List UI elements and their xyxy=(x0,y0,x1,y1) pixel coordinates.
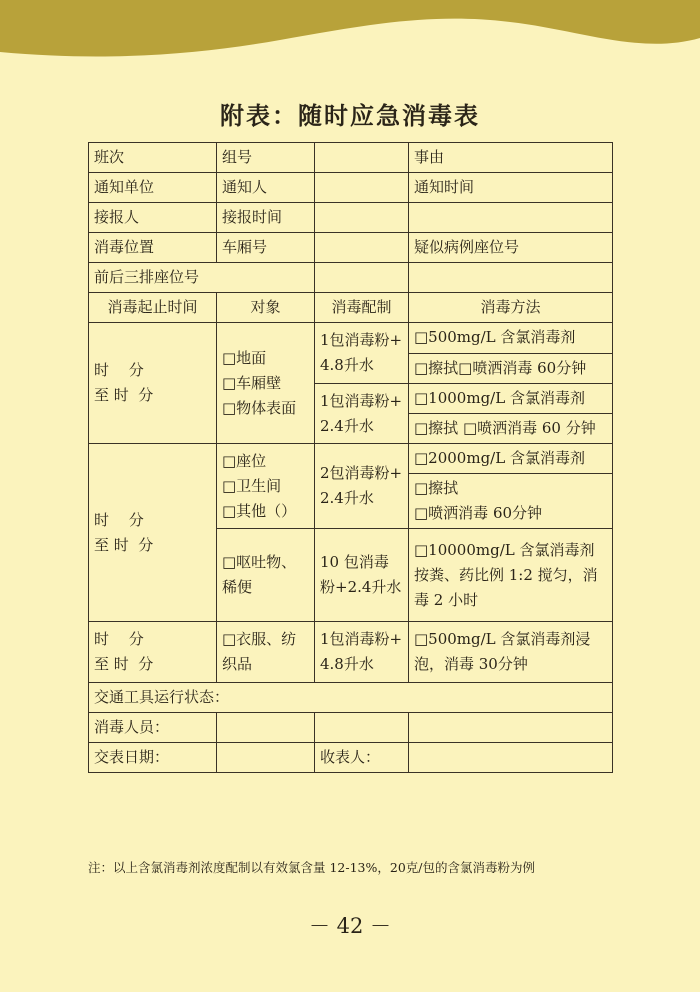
staff-value-cell-2 xyxy=(315,713,409,743)
handover-date-label: 交表日期： xyxy=(89,743,217,773)
prep-cell-1a: 1包消毒粉+4.8升水 xyxy=(315,323,409,384)
object-seat: □座位 xyxy=(222,451,267,470)
time-end: 至 时 分 xyxy=(94,535,154,554)
method-cell-3: □500mg/L 含氯消毒剂浸泡，消毒 30分钟 xyxy=(409,622,613,683)
method-cell-1a2: □擦拭□喷洒消毒 60分钟 xyxy=(409,353,613,384)
method-cell-2b: □10000mg/L 含氯消毒剂按粪、药比例 1:2 搅匀，消毒 2 小时 xyxy=(409,529,613,622)
object-cell-2a xyxy=(217,444,315,529)
col-header-method: 消毒方法 xyxy=(409,293,613,323)
method-wipe: □擦拭 xyxy=(414,479,459,497)
object-surface: □物体表面 xyxy=(222,398,297,417)
method-cell-1a1: □500mg/L 含氯消毒剂 xyxy=(409,323,613,354)
car-no-label: 车厢号 xyxy=(217,233,315,263)
seats-around-value-cell xyxy=(315,263,409,293)
staff-label: 消毒人员： xyxy=(89,713,217,743)
col-header-object: 对象 xyxy=(217,293,315,323)
prep-cell-3: 1包消毒粉+4.8升水 xyxy=(315,622,409,683)
staff-value-cell-1 xyxy=(217,713,315,743)
vehicle-status-label: 交通工具运行状态： xyxy=(89,683,613,713)
time-cell-3 xyxy=(89,622,217,683)
method-cell-2a1: □2000mg/L 含氯消毒剂 xyxy=(409,444,613,474)
method-cell-1b2: □擦拭 □喷洒消毒 60 分钟 xyxy=(409,414,613,444)
object-toilet: □卫生间 xyxy=(222,476,282,495)
object-cell-1 xyxy=(217,323,315,444)
staff-value-cell-3 xyxy=(409,713,613,743)
object-cell-2b: □呕吐物、稀便 xyxy=(217,529,315,622)
car-no-value-cell xyxy=(315,233,409,263)
time-end: 至 时 分 xyxy=(94,655,154,673)
footnote: 注：以上含氯消毒剂浓度配制以有效氯含量 12-13%，20克/包的含氯消毒粉为例 xyxy=(88,860,536,875)
shift-label: 班次 xyxy=(89,143,217,173)
time-end: 至 时 分 xyxy=(94,386,154,404)
method-cell-2a2 xyxy=(409,474,613,529)
form-receiver-value-cell xyxy=(409,743,613,773)
object-floor: □地面 xyxy=(222,348,267,367)
receiver-label: 接报人 xyxy=(89,203,217,233)
notify-time-label: 通知时间 xyxy=(409,173,613,203)
notify-unit-label: 通知单位 xyxy=(89,173,217,203)
method-spray: □喷洒消毒 60分钟 xyxy=(414,504,543,522)
time-cell-2 xyxy=(89,444,217,622)
method-cell-1b1: □1000mg/L 含氯消毒剂 xyxy=(409,384,613,414)
group-label: 组号 xyxy=(217,143,315,173)
reason-label: 事由 xyxy=(409,143,613,173)
header-wave-decoration xyxy=(0,0,700,70)
suspect-seat-label: 疑似病例座位号 xyxy=(409,233,613,263)
object-other: □其他（） xyxy=(222,501,297,520)
col-header-time: 消毒起止时间 xyxy=(89,293,217,323)
receive-time-value-cell xyxy=(315,203,409,233)
group-value-cell xyxy=(315,143,409,173)
handover-date-value-cell xyxy=(217,743,315,773)
prep-cell-1b: 1包消毒粉+2.4升水 xyxy=(315,384,409,444)
object-cell-3: □衣服、纺织品 xyxy=(217,622,315,683)
page-title: 附表：随时应急消毒表 xyxy=(220,102,480,130)
seats-around-extra-cell xyxy=(409,263,613,293)
time-cell-1 xyxy=(89,323,217,444)
object-car-wall: □车厢壁 xyxy=(222,373,282,392)
seats-around-label: 前后三排座位号 xyxy=(89,263,315,293)
col-header-prep: 消毒配制 xyxy=(315,293,409,323)
prep-cell-2a: 2包消毒粉+2.4升水 xyxy=(315,444,409,529)
disinfection-form-table xyxy=(88,142,613,773)
time-start: 时 分 xyxy=(94,630,144,648)
receive-extra-cell xyxy=(409,203,613,233)
prep-cell-2b: 10 包消毒粉+2.4升水 xyxy=(315,529,409,622)
notifier-label: 通知人 xyxy=(217,173,315,203)
position-label: 消毒位置 xyxy=(89,233,217,263)
notifier-value-cell xyxy=(315,173,409,203)
time-start: 时 分 xyxy=(94,510,144,529)
time-start: 时 分 xyxy=(94,361,144,379)
form-receiver-label: 收表人： xyxy=(315,743,409,773)
page-number: － 42 － xyxy=(308,914,392,938)
receive-time-label: 接报时间 xyxy=(217,203,315,233)
